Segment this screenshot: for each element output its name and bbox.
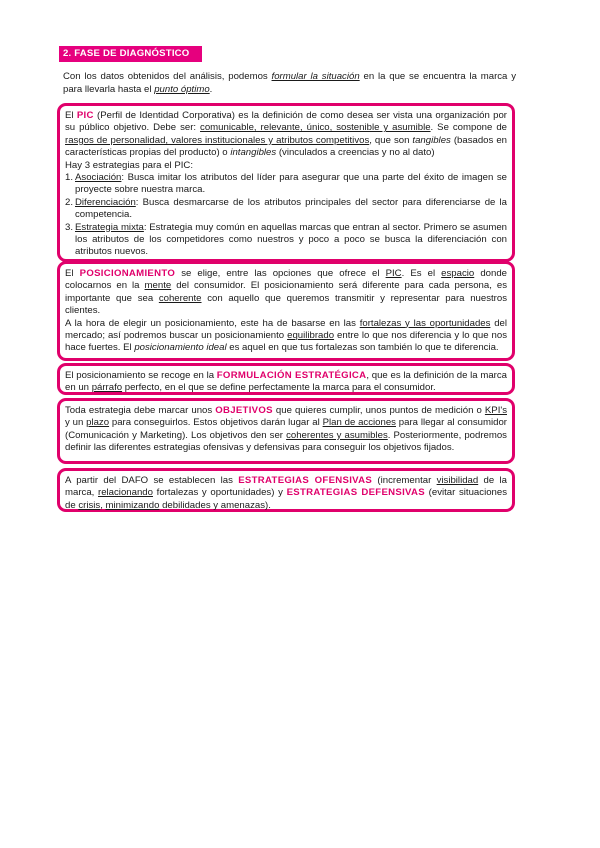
formulation-paragraph: El posicionamiento se recoge en la FORMULACIÓN ESTRATÉGICA, que es la definición de la marca en un párrafo perfecto, en el que se define perfectamente la marca para el consumidor.: [65, 370, 507, 394]
formulation-box: [57, 363, 515, 395]
keyword: ESTRATEGIAS DEFENSIVAS: [286, 487, 425, 499]
objectives-box: [57, 398, 515, 464]
list-item: 2. Diferenciación: Busca desmarcarse de los atributos principales del sector para diferenciarse de la competencia.: [65, 196, 507, 221]
positioning-paragraph-2: A la hora de elegir un posicionamiento, este ha de basarse en las fortalezas y las oportunidades del mercado; así podremos buscar un posicionamiento equilibrado entre lo que nos diferencia y lo que nos hace fuertes. El posicionamiento ideal es aquel en que tus fortalezas son también lo que te diferencia.: [65, 317, 507, 354]
keyword: POSICIONAMIENTO: [79, 268, 176, 279]
emphasis-text: formular la situación: [271, 71, 360, 82]
positioning-paragraph-1: El POSICIONAMIENTO se elige, entre las opciones que ofrece el PIC. Es el espacio donde colocarnos en la mente del consumidor. El posicionamiento será diferente para cada persona, es importante que sea coherente con aquello que queremos transmitir y representar para nuestros clientes.: [65, 268, 508, 317]
pic-definition: El PIC (Perfil de Identidad Corporativa) es la definición de como desea ser vista una organización por su público objetivo. Debe ser: comunicable, relevante, único, sostenible y asumible. Se compone de rasgos de personalidad, valores institucionales y atributos competitivos, que son tangibles (basados en características propias del producto) o intangibles (vinculados a creencias y no al dato): [65, 110, 507, 159]
keyword: PIC: [76, 110, 94, 121]
list-item: 1. Asociación: Busca imitar los atributos del líder para asegurar que una parte del éxito de imagen se proyecte sobre nuestra marca.: [65, 172, 507, 196]
keyword: OBJETIVOS: [215, 405, 273, 416]
dafo-box: [57, 468, 515, 512]
strategies-lead: Hay 3 estrategias para el PIC:: [65, 159, 193, 171]
emphasis-text: punto óptimo: [154, 84, 210, 95]
intro-paragraph: Con los datos obtenidos del análisis, podemos formular la situación en la que se encuentra la marca y para llevarla hasta el punto óptimo.: [63, 71, 516, 95]
keyword: ESTRATEGIAS OFENSIVAS: [238, 475, 373, 486]
list-item: 3. Estrategia mixta: Estrategia muy común en aquellas marcas que entran al sector. Primero se asumen los atributos de los competidores como nuestros y poco a poco se busca la diferenciación con atributos nuevos.: [65, 221, 507, 258]
dafo-paragraph: A partir del DAFO se establecen las ESTRATEGIAS OFENSIVAS (incrementar visibilidad de la marca, relacionando fortalezas y oportunidades) y ESTRATEGIAS DEFENSIVAS (evitar situaciones de crisis, minimizando debilidades y amenazas).: [65, 475, 508, 511]
positioning-box: [57, 261, 515, 361]
pic-box: [57, 103, 515, 262]
objectives-paragraph: Toda estrategia debe marcar unos OBJETIVOS que quieres cumplir, unos puntos de medición o KPI's y un plazo para conseguirlos. Estos objetivos darán lugar al Plan de acciones para llegar al consumidor (Comunicación y Marketing). Los objetivos den ser coherentes y asumibles. Posteriormente, podremos definir las diferentes estrategias ofensivas y defensivas para conseguir los objetivos fijados.: [65, 405, 507, 454]
strategies-list: [65, 172, 507, 259]
section-heading: 2. FASE DE DIAGNÓSTICO: [59, 46, 202, 62]
keyword: FORMULACIÓN ESTRATÉGICA: [216, 370, 367, 381]
